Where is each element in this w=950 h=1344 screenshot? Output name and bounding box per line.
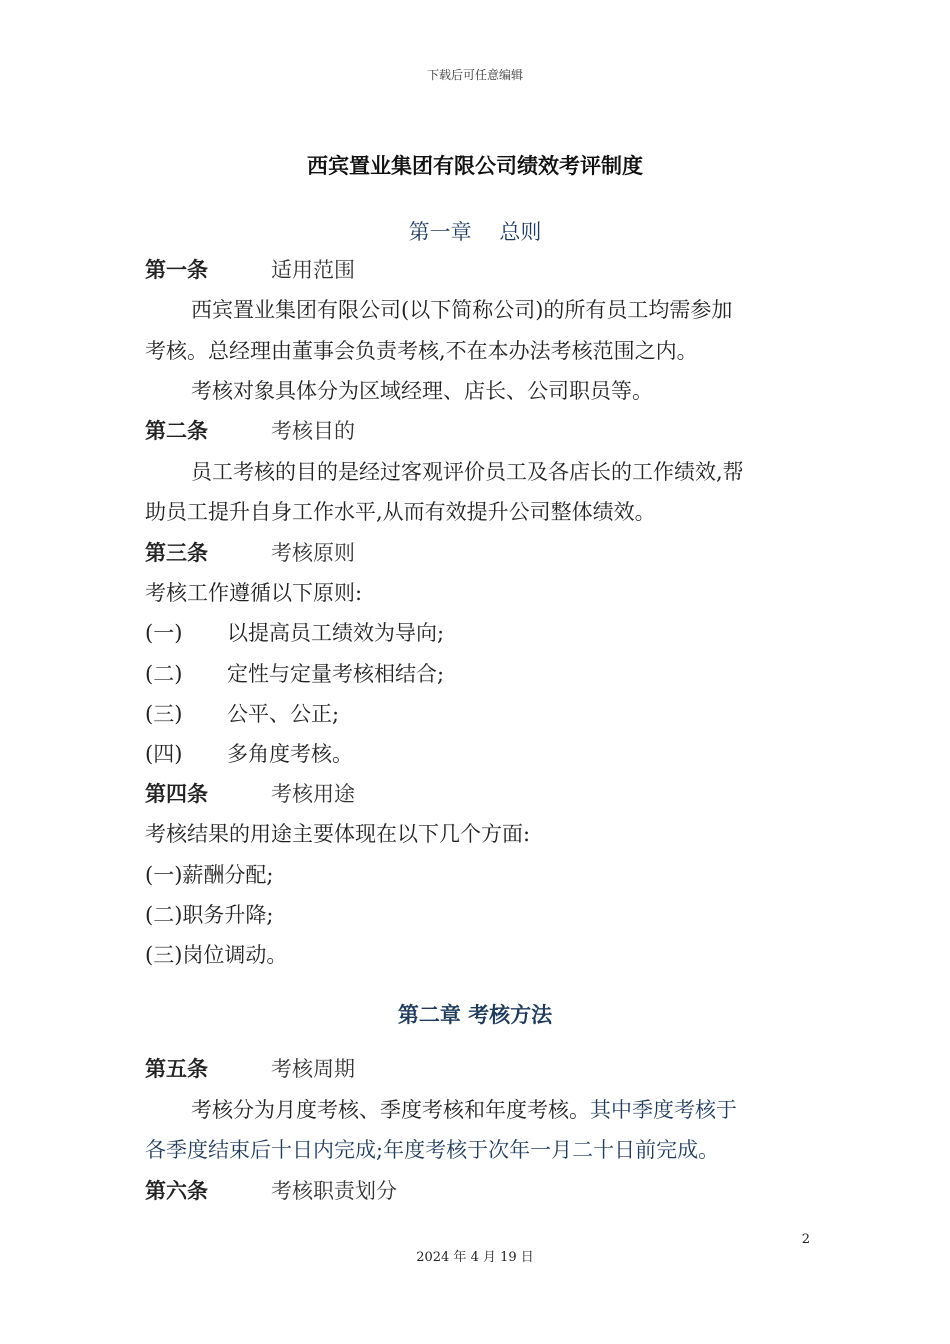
list-text: 多角度考核。 — [227, 742, 353, 766]
article-number: 第四条 — [145, 782, 208, 806]
paragraph-line: 考核。总经理由董事会负责考核,不在本办法考核范围之内。 — [145, 339, 698, 363]
list-marker: (三) — [145, 702, 183, 726]
page-number: 2 — [801, 1232, 810, 1247]
list-marker: (四) — [145, 742, 183, 766]
article-6-heading — [145, 1177, 815, 1205]
article-4-heading — [145, 780, 815, 808]
list-text: 定性与定量考核相结合; — [227, 662, 445, 686]
list-item — [145, 619, 815, 647]
article-title: 考核职责划分 — [271, 1179, 397, 1203]
list-item: (一)薪酬分配; — [145, 863, 274, 887]
paragraph-line: 助员工提升自身工作水平,从而有效提升公司整体绩效。 — [145, 500, 656, 524]
list-text: 公平、公正; — [227, 702, 340, 726]
paragraph-line: 考核结果的用途主要体现在以下几个方面: — [145, 822, 531, 846]
page-footer-date: 2024 年 4 月 19 日 — [416, 1250, 534, 1265]
list-text: 以提高员工绩效为导向; — [227, 621, 445, 645]
paragraph-line: 西宾置业集团有限公司(以下简称公司)的所有员工均需参加 — [191, 298, 733, 322]
list-item — [145, 740, 815, 768]
paragraph-line: 各季度结束后十日内完成;年度考核于次年一月二十日前完成。 — [145, 1138, 720, 1162]
list-item: (二)职务升降; — [145, 903, 274, 927]
article-title: 考核周期 — [271, 1057, 355, 1081]
article-number: 第三条 — [145, 541, 208, 565]
list-item — [145, 700, 815, 728]
document-title: 西宾置业集团有限公司绩效考评制度 — [307, 153, 643, 178]
article-2-heading — [145, 417, 815, 445]
paragraph-line: 考核工作遵循以下原则: — [145, 581, 363, 605]
article-3-heading — [145, 539, 815, 567]
paragraph-line: 员工考核的目的是经过客观评价员工及各店长的工作绩效,帮 — [191, 460, 744, 484]
article-number: 第一条 — [145, 258, 208, 282]
list-item — [145, 660, 815, 688]
list-marker: (二) — [145, 662, 183, 686]
paragraph-text: 考核分为月度考核、季度考核和年度考核。 — [191, 1098, 590, 1122]
article-number: 第五条 — [145, 1057, 208, 1081]
paragraph-line — [145, 1096, 861, 1124]
paragraph-line: 考核对象具体分为区域经理、店长、公司职员等。 — [191, 379, 653, 403]
article-1-heading — [145, 256, 815, 284]
article-number: 第六条 — [145, 1179, 208, 1203]
list-marker: (一) — [145, 621, 183, 645]
article-title: 考核用途 — [271, 782, 355, 806]
article-5-heading — [145, 1055, 815, 1083]
article-title: 考核目的 — [271, 419, 355, 443]
article-title: 适用范围 — [271, 258, 355, 282]
chapter-1-heading: 第一章 总则 — [408, 220, 542, 244]
page-header: 下载后可任意编辑 — [426, 68, 523, 82]
list-item: (三)岗位调动。 — [145, 943, 288, 967]
article-title: 考核原则 — [271, 541, 355, 565]
paragraph-highlight: 其中季度考核于 — [590, 1098, 737, 1122]
chapter-2-heading: 第二章 考核方法 — [397, 1002, 553, 1027]
article-number: 第二条 — [145, 419, 208, 443]
